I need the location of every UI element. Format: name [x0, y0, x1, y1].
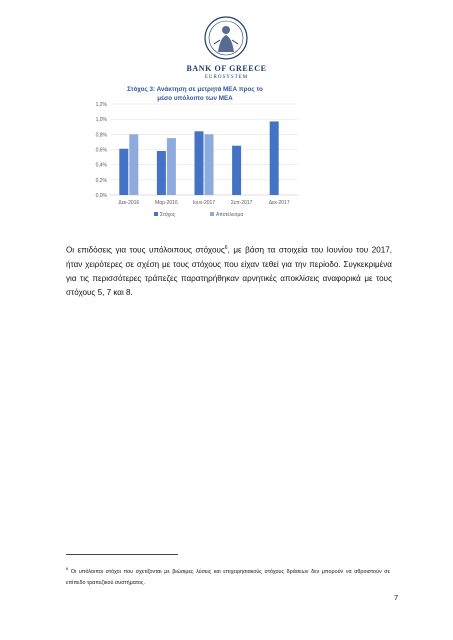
y-tick-label: 0,0% — [95, 193, 107, 199]
bar — [157, 151, 166, 195]
y-tick-label: 0,2% — [95, 177, 107, 184]
bar — [232, 146, 241, 195]
bank-of-greece-seal-logo — [196, 14, 256, 64]
footnote — [66, 563, 390, 589]
chart-title: Στόχος 3: Ανάκτηση σε μετρητά ΜΕΑ προς το μέσο υπόλοιπο των ΜΕΑ — [127, 86, 263, 102]
x-tick-label: Δεκ-2016 — [118, 200, 140, 206]
bar-chart — [80, 96, 310, 224]
y-tick-label: 0,8% — [95, 132, 107, 139]
x-tick-label: Μαρ-2016 — [155, 200, 178, 206]
bank-name: BANK OF GREECE — [186, 64, 267, 73]
bar — [195, 131, 204, 195]
footnote-number: 6 — [66, 566, 69, 571]
x-tick-label: Σεπ-2017 — [230, 200, 253, 206]
bar — [270, 121, 279, 195]
y-tick-label: 1,0% — [95, 117, 107, 124]
legend-label: Αποτέλεσμα — [216, 212, 244, 218]
bar — [205, 134, 214, 195]
page-number: 7 — [394, 593, 399, 602]
eurosystem-label: EUROSYSTEM — [204, 75, 249, 80]
body-text-start: Οι επιδόσεις για τους υπόλοιπους στόχους — [66, 245, 225, 255]
y-tick-label: 0,4% — [95, 162, 107, 169]
x-tick-label: Ιουν-2017 — [192, 200, 216, 206]
body-text-end: , με βάση τα στοιχεία του Ιουνίου του 2017, ήταν χειρότερες σε σχέση με τους στόχους που είχαν τεθεί για την περίοδο. Συγκεκριμένα για τις περισσότερες τράπεζες παρατηρήθηκαν αρνητικές αποκλίσεις αναφορικά με τους στόχους 5, 7 και 8. — [66, 245, 392, 297]
bar — [167, 138, 176, 195]
legend-label: Στόχος — [160, 212, 176, 218]
body-paragraph — [66, 241, 392, 300]
x-tick-label: Δεκ-2017 — [268, 200, 290, 206]
bar — [119, 149, 128, 195]
legend-swatch — [154, 212, 158, 216]
y-tick-label: 1,2% — [95, 102, 107, 108]
footnote-divider — [66, 554, 178, 555]
footnote-text: Οι υπόλοιποι στόχοι που σχετίζονται με βιώσιμες λύσεις και επιχειρησιακούς στόχους δράσεων δεν μπορούν να αθροιστούν σε επίπεδο τραπεζικού συστήματος. — [66, 568, 390, 586]
y-tick-label: 0,6% — [95, 147, 107, 154]
bar — [129, 134, 138, 195]
footnote-reference: 6 — [224, 245, 228, 251]
legend-swatch — [210, 212, 214, 216]
